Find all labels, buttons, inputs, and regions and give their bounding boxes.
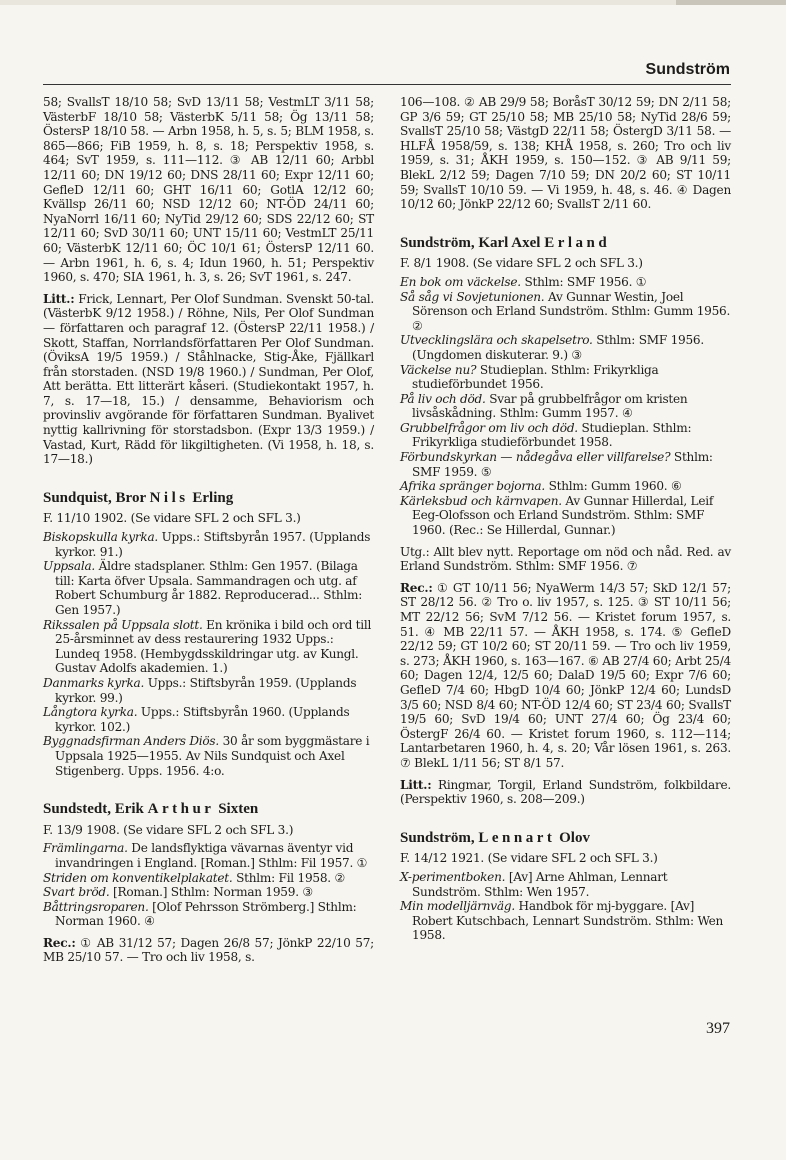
work-title: X-perimentboken.: [400, 869, 506, 884]
work-title: Så såg vi Sovjetunionen.: [400, 289, 545, 304]
bibliography-entry: [43, 705, 374, 734]
work-title: Grubbelfrågor om liv och död.: [400, 420, 578, 435]
editor-paragraph: Utg.: Allt blev nytt. Reportage om nöd och nåd. Red. av Erland Sundström. Sthlm: SMF 1956. ⑦: [400, 544, 731, 574]
work-details: De landsflyktiga vävarnas äventyr vid invandringen i England. [Roman.] Sthlm: Fil 1957. ①: [55, 841, 368, 870]
bibliography-entry: [43, 530, 374, 559]
work-details: Studieplan. Sthlm: Frikyrkliga studieförbundet 1956.: [412, 362, 659, 392]
bibliography-entry: [400, 333, 731, 362]
work-details: [Av] Arne Ahlman, Lennart Sundström. Sthlm: Wen 1957.: [412, 869, 668, 899]
litt-text: Frick, Lennart, Per Olof Sundman. Svenskt 50-tal. (VästerbK 9/12 1958.) / Röhne, Nils, Per Olof Sundman — författaren och paragraf 12. (ÖstersP 22/11 1958.) / Skott, Staffan, Norrlandsförfattaren Per Olof Sundman. (ÖviksA 19/5 1959.) / Ståhlnacke, Stig-Åke, Fjällkarl från storstaden. (NSD 19/8 1960.) / Sundman, Per Olof, Att berätta. Ett litterärt kåseri. (Studiekontakt 1957, h. 7, s. 17—18, 15.) / densamme, Behaviorism och provinsliv avgörande för författaren Sundman. Byalivet nyttig kallrivning för storstadsbon. (Expr 13/3 1959.) / Vastad, Kurt, Rädd för likgiltigheten. (Vi 1958, h. 18, s. 17—18.): [43, 291, 374, 467]
author-heading-sundquist: [43, 491, 374, 506]
name-start: Sundquist, Bror: [43, 489, 150, 506]
work-details: Upps.: Stiftsbyrån 1957. (Upplands kyrkor. 91.): [55, 530, 371, 559]
rec-label: Rec.:: [400, 580, 433, 595]
work-details: [Roman.] Sthlm: Norman 1959. ③: [109, 885, 313, 900]
bibliography-list: [400, 275, 731, 538]
birth-info: F. 11/10 1902. (Se vidare SFL 2 och SFL 3.): [43, 511, 301, 526]
bibliography-list: [43, 841, 374, 929]
author-heading-sundstrom-lennart: [400, 831, 731, 846]
name-spaced: Arthur: [147, 801, 215, 818]
name-spaced: Lennart: [478, 829, 556, 846]
work-title: Afrika spränger bojorna.: [400, 479, 545, 494]
bibliography-entry: [43, 871, 374, 886]
work-title: Väckelse nu?: [400, 362, 477, 377]
work-details: Av Gunnar Hillerdal, Leif Eeg-Olofsson och Erland Sundström. Sthlm: SMF 1960. (Rec.: Se Hillerdal, Gunnar.): [412, 493, 714, 538]
litt-text: Ringmar, Torgil, Erland Sundström, folkbildare. (Perspektiv 1960, s. 208—209.): [400, 777, 731, 807]
work-details: Sthlm: SMF 1959. ⑤: [412, 450, 713, 479]
work-title: Svart bröd.: [43, 885, 110, 900]
rec-text: ① AB 31/12 57; Dagen 26/8 57; JönkP 22/10 57; MB 25/10 57. — Tro och liv 1958, s.: [43, 935, 374, 965]
bibliography-entry: [43, 618, 374, 676]
work-details: 30 år som byggmästare i Uppsala 1925—1955. Av Nils Sundquist och Axel Stigenberg. Upps. 1956. 4:o.: [55, 734, 370, 778]
name-start: Sundström,: [400, 829, 479, 846]
birth-info: F. 8/1 1908. (Se vidare SFL 2 och SFL 3.): [400, 256, 643, 271]
litt-label: Litt.:: [43, 291, 75, 306]
bibliography-entry: [400, 290, 731, 334]
work-title: Båttringsroparen.: [43, 899, 149, 914]
work-details: Studieplan. Sthlm: Frikyrkliga studieförbundet 1958.: [412, 420, 692, 450]
bibliography-entry: [400, 421, 731, 450]
bibliography-entry: [43, 885, 374, 900]
header-rule: [43, 84, 731, 85]
running-head: Sundström: [645, 61, 730, 78]
work-title: Min modelljärnväg.: [400, 899, 515, 914]
rec-label: Rec.:: [43, 935, 76, 950]
work-title: Förbundskyrkan — nådegåva eller villfarelse?: [400, 450, 671, 465]
continued-reviews: 106—108. ② AB 29/9 58; BoråsT 30/12 59; DN 2/11 58; GP 3/6 59; GT 25/10 58; MB 25/10 58; NyTid 28/6 59; SvallsT 25/10 58; VästgD 22/11 58; ÖstergD 3/11 58. — HLFÅ 1958/59, s. 138; KHÅ 1958, s. 260; Tro och liv 1959, s. 31; ÅKH 1959, s. 150—152. ③ AB 9/11 59; BlekL 2/12 59; Dagen 7/10 59; DN 20/2 60; ST 10/11 59; SvallsT 10/10 59. — Vi 1959, h. 48, s. 46. ④ Dagen 10/12 60; JönkP 22/12 60; SvallsT 2/11 60.: [400, 95, 731, 212]
page-top-edge: [0, 0, 786, 5]
literature-paragraph: [400, 778, 731, 807]
name-spaced: Nils: [149, 489, 189, 506]
bibliography-entry: [400, 899, 731, 943]
bibliography-entry: [43, 559, 374, 617]
reviews-paragraph: [43, 936, 374, 965]
bibliography-entry: [43, 900, 374, 929]
work-title: Striden om konventikelplakatet.: [43, 870, 233, 885]
work-title: Kärleksbud och kärnvapen.: [400, 493, 562, 508]
page-number: 397: [706, 1020, 730, 1037]
birth-info: F. 13/9 1908. (Se vidare SFL 2 och SFL 3.): [43, 822, 294, 837]
work-title: På liv och död.: [400, 391, 486, 406]
work-details: Sthlm: SMF 1956. ①: [520, 274, 647, 289]
name-spaced: Erland: [544, 234, 611, 251]
name-end: Olov: [555, 829, 590, 846]
work-details: Av Gunnar Westin, Joel Sörenson och Erland Sundström. Sthlm: Gumm 1956. ②: [412, 289, 731, 333]
name-end: Sixten: [214, 801, 259, 818]
work-title: Långtora kyrka.: [43, 705, 138, 720]
left-column: [43, 95, 374, 965]
continued-reviews: 58; SvallsT 18/10 58; SvD 13/11 58; VestmLT 3/11 58; VästerbF 18/10 58; VästerbK 5/11 58; Ög 13/11 58; ÖstersP 18/10 58. — Arbn 1958, h. 5, s. 5; BLM 1958, s. 865—866; FiB 1959, h. 8, s. 18; Perspektiv 1958, s. 464; SvT 1959, s. 111—112. ③ AB 12/11 60; Arbbl 12/11 60; DN 19/12 60; DNS 28/11 60; Expr 12/11 60; GefleD 12/11 60; GHT 16/11 60; GotlA 12/12 60; Kvällsp 26/11 60; NSD 12/12 60; NT-ÖD 24/11 60; NyaNorrl 16/11 60; NyTid 29/12 60; SDS 22/12 60; ST 12/11 60; SvD 30/11 60; UNT 15/11 60; VestmLT 25/11 60; VästerbK 12/11 60; ÖC 10/1 61; ÖstersP 12/11 60. — Arbn 1961, h. 6, s. 4; Idun 1960, h. 51; Perspektiv 1960, s. 470; SIA 1961, h. 3, s. 26; SvT 1961, s. 247.: [43, 95, 374, 285]
birth-info: F. 14/12 1921. (Se vidare SFL 2 och SFL 3.): [400, 851, 658, 866]
bibliography-entry: [43, 734, 374, 778]
bibliography-entry: [43, 841, 374, 870]
work-title: Utvecklingslära och skapelsetro.: [400, 333, 593, 348]
litt-label: Litt.:: [400, 777, 432, 792]
work-title: Byggnadsfirman Anders Diös.: [43, 734, 219, 749]
work-title: Biskopskulla kyrka.: [43, 530, 159, 545]
work-title: Danmarks kyrka.: [43, 675, 145, 690]
bibliography-entry: [43, 676, 374, 705]
bibliography-entry: [400, 494, 731, 538]
name-start: Sundström, Karl Axel: [400, 234, 545, 251]
work-title: Uppsala.: [43, 559, 96, 574]
author-heading-sundstrom-karl: [400, 236, 731, 251]
bibliography-entry: [400, 870, 731, 899]
bibliography-entry: [400, 275, 731, 290]
work-details: Sthlm: Fil 1958. ②: [232, 870, 346, 885]
work-details: Sthlm: SMF 1956. (Ungdomen diskuterar. 9.) ③: [412, 333, 704, 362]
bibliography-entry: [400, 363, 731, 392]
right-column: [400, 95, 731, 943]
literature-paragraph: [43, 292, 374, 467]
bibliography-list: [43, 530, 374, 778]
work-title: En bok om väckelse.: [400, 274, 521, 289]
work-details: Sthlm: Gumm 1960. ⑥: [544, 479, 682, 494]
work-details: Äldre stadsplaner. Sthlm: Gen 1957. (Bilaga till: Karta öfver Upsala. Sammandragen och utg. af Robert Schumburg år 1882. Reproducerad... Sthlm: Gen 1957.): [55, 559, 363, 617]
work-details: Upps.: Stiftsbyrån 1959. (Upplands kyrkor. 99.): [55, 675, 357, 705]
author-heading-sundstedt: [43, 802, 374, 817]
work-details: En krönika i bild och ord till 25-årsminnet av dess restaurering 1932 Upps.: Lundeq 1958. (Hembygdsskildringar utg. av Kungl. Gustav Adolfs akademien. 1.): [55, 617, 372, 676]
name-end: Erling: [188, 489, 234, 506]
work-title: Rikssalen på Uppsala slott.: [43, 617, 203, 632]
work-details: Svar på grubbelfrågor om kristen livsåskådning. Sthlm: Gumm 1957. ④: [412, 391, 688, 421]
name-start: Sundstedt, Erik: [43, 801, 148, 818]
reviews-paragraph: [400, 581, 731, 771]
work-title: Främlingarna.: [43, 841, 128, 856]
rec-text: ① GT 10/11 56; NyaWerm 14/3 57; SkD 12/1 57; ST 28/12 56. ② Tro o. liv 1957, s. 125. ③ ST 10/11 56; MT 22/12 56; SvM 7/12 56. — Kristet forum 1957, s. 51. ④ MB 22/11 57. — ÅKH 1958, s. 174. ⑤ GefleD 22/12 59; GT 10/2 60; ST 20/11 59. — Tro och liv 1959, s. 273; ÅKH 1960, s. 163—167. ⑥ AB 27/4 60; Arbt 25/4 60; Dagen 12/4, 12/5 60; DalaD 19/5 60; Expr 7/6 60; GefleD 7/4 60; HbgD 10/4 60; JönkP 12/4 60; LundsD 3/5 60; NSD 8/4 60; NT-ÖD 12/4 60; ST 23/4 60; SvallsT 19/5 60; SvD 19/4 60; UNT 27/4 60; Ög 23/4 60; ÖstergF 26/4 60. — Kristet forum 1960, s. 112—114; Lantarbetaren 1960, h. 4, s. 20; Vår lösen 1961, s. 263. ⑦ BlekL 1/11 56; ST 8/1 57.: [400, 580, 731, 770]
bibliography-entry: [400, 479, 731, 494]
work-details: Handbok för mj-byggare. [Av] Robert Kutschbach, Lennart Sundström. Sthlm: Wen 1958.: [412, 899, 724, 943]
bibliography-list: [400, 870, 731, 943]
bibliography-entry: [400, 450, 731, 479]
work-details: [Olof Pehrsson Strömberg.] Sthlm: Norman 1960. ④: [55, 899, 357, 929]
work-details: Upps.: Stiftsbyrån 1960. (Upplands kyrkor. 102.): [55, 705, 350, 734]
bibliography-entry: [400, 392, 731, 421]
